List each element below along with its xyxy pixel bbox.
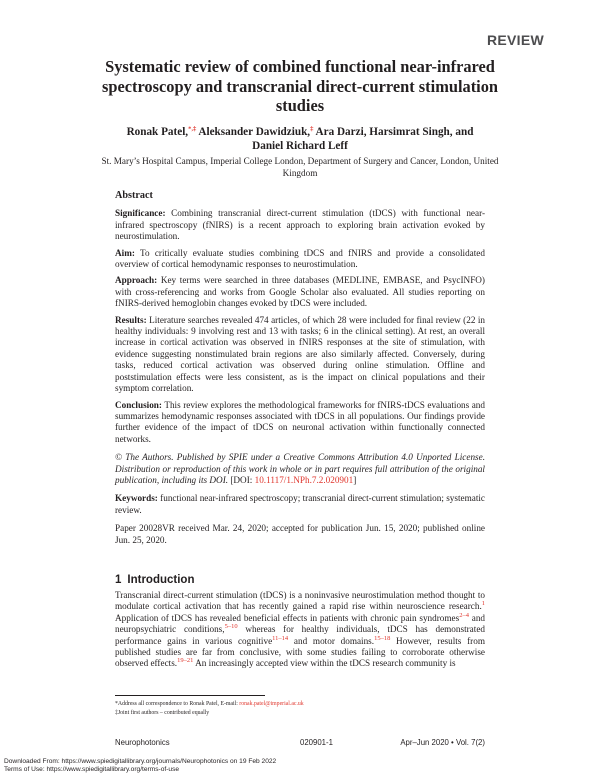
keywords (115, 493, 485, 516)
citation-link[interactable]: 19–21 (177, 657, 194, 665)
citation-link[interactable]: 1 (481, 600, 485, 608)
citation-link[interactable]: 5–10 (224, 623, 238, 631)
footnote-mark: * (115, 701, 118, 707)
author-name: Ara Darzi, Harsimrat Singh, and (315, 126, 474, 138)
abstract-approach (115, 275, 485, 309)
correspondence-email-link[interactable]: ronak.patel@imperial.ac.uk (239, 701, 304, 707)
section-label: REVIEW (486, 32, 544, 48)
keywords-text: functional near-infrared spectroscopy; transcranial direct-current stimulation; systematic review. (115, 493, 485, 515)
article-title: Systematic review of combined functional near-infrared spectroscopy and transcranial direct-current stimulation studies (101, 57, 499, 115)
citation-link[interactable]: 2–4 (459, 611, 469, 619)
abstract-text: This review explores the methodological frameworks for fNIRS-tDCS evaluations and summarizes hemodynamic responses associated with tDCS in all populations. Our findings provide further evidence of the impact of tDCS on neuronal activation within functionally connected networks. (115, 399, 485, 444)
keywords-label: Keywords: (115, 493, 158, 504)
abstract-significance (115, 208, 485, 242)
author-marks[interactable]: ‡ (310, 125, 314, 133)
abstract-heading: Abstract (115, 190, 153, 201)
paragraph-text: Transcranial direct-current stimulation (tDCS) is a noninvasive neurostimulation method thought to modulate cortical activation that has recently gained a rapid rise within neuroscience research. (115, 590, 485, 612)
copyright-text: © The Authors. Published by SPIE under a Creative Commons Attribution 4.0 Unported License. Distribution or reproduction of this work in whole or in part requires full attribution of the original publication, including its DOI. (115, 452, 485, 485)
paragraph-text: whereas for healthy individuals, tDCS has demonstrated performance gains in various cognitive (115, 624, 485, 646)
abstract (115, 190, 485, 551)
footnote-text: Joint first authors – contributed equally (117, 710, 210, 716)
footer-issue (400, 738, 485, 747)
affiliation: St. Mary’s Hospital Campus, Imperial College London, Department of Surgery and Cancer, London, United Kingdom (101, 156, 499, 178)
footer-volume: Vol. 7(2) (455, 738, 485, 747)
author-name: Aleksander Dawidziuk, (198, 126, 311, 138)
footnote-divider (115, 695, 265, 696)
footer-journal: Neurophotonics (115, 738, 170, 747)
abstract-text: Key terms were searched in three databases (MEDLINE, EMBASE, and PsycINFO) with cross-referencing and works from Google Scholar also evaluated. All studies reporting on fNIRS-derived hemoglobin changes evoked by tDCS were included. (115, 275, 485, 309)
footnote-mark: ‡ (115, 710, 118, 716)
paragraph-text: Application of tDCS has revealed beneficial effects in patients with chronic pain syndromes (115, 612, 460, 623)
terms-line: Terms of Use: https://www.spiedigitallibrary.org/terms-of-use (4, 766, 180, 774)
correspondence-footnote (115, 700, 304, 709)
abstract-label: Aim: (115, 247, 135, 258)
author-list (100, 125, 500, 153)
paragraph-text: An increasingly accepted view within the tDCS research community is (193, 658, 456, 669)
abstract-conclusion (115, 400, 485, 446)
download-notice (4, 758, 276, 775)
introduction-body (115, 590, 485, 670)
footer-page-number: 020901-1 (300, 738, 333, 747)
abstract-text: Combining transcranial direct-current stimulation (tDCS) with functional near-infrared spectroscopy (fNIRS) is a recent approach to exploring brain activation evoked by neurostimulation. (115, 208, 485, 242)
author-name: Daniel Richard Leff (252, 140, 348, 152)
footnote-text: Address all correspondence to Ronak Patel, E-mail: (117, 701, 240, 707)
abstract-label: Conclusion: (115, 399, 162, 410)
paragraph-text: and neuropsychiatric conditions, (115, 612, 486, 635)
abstract-label: Significance: (115, 208, 166, 219)
doi-suffix: ] (353, 474, 357, 485)
footer-separator: • (448, 738, 456, 747)
footnotes (115, 700, 304, 718)
abstract-text: Literature searches revealed 474 articles, of which 28 were included for final review (22 in healthy individuals: 9 involving rest and 13 with tasks; 6 in the clinical setting). At rest, an overall increase in cortical activation was observed in fNIRS responses at the site of stimulation, with evidence suggesting nonstimulated brain regions are also similarly affected. Conversely, during tasks, reduced cortical activation was observed during online stimulation. Offline and poststimulation effects were less consistent, as is the impact on clinical populations and their symptom correlation. (115, 314, 486, 394)
section-number: 1 (115, 574, 122, 586)
abstract-label: Results: (115, 314, 147, 325)
author-name: Ronak Patel, (126, 126, 189, 138)
citation-link[interactable]: 15–18 (374, 634, 391, 642)
doi-link[interactable]: 10.1117/1.NPh.7.2.020901 (254, 474, 354, 485)
introduction-paragraph (115, 590, 485, 670)
footer-issue-date: Apr–Jun 2020 (400, 738, 449, 747)
abstract-results (115, 315, 485, 395)
section-heading-introduction (115, 574, 200, 586)
copyright-notice (115, 452, 485, 486)
abstract-label: Approach: (115, 275, 158, 286)
paragraph-text: However, results from published studies are far from conclusive, with some studies failing to corroborate otherwise observed effects. (115, 635, 485, 669)
author-marks[interactable]: *,‡ (188, 125, 197, 133)
abstract-text: To critically evaluate studies combining tDCS and fNIRS and provide a consolidated overview of cortical hemodynamic responses to neurostimulation. (115, 247, 485, 270)
paper-history: Paper 20028VR received Mar. 24, 2020; accepted for publication Jun. 15, 2020; published online Jun. 25, 2020. (115, 523, 485, 545)
paragraph-text: and motor domains. (288, 635, 375, 646)
abstract-aim (115, 248, 485, 271)
doi-prefix: [DOI: (230, 474, 253, 485)
citation-link[interactable]: 11–14 (272, 634, 289, 642)
joint-authors-footnote (115, 709, 304, 718)
section-title: Introduction (127, 574, 195, 586)
download-line: Downloaded From: https://www.spiedigitallibrary.org/journals/Neurophotonics on 19 Feb 2022 (4, 758, 277, 765)
